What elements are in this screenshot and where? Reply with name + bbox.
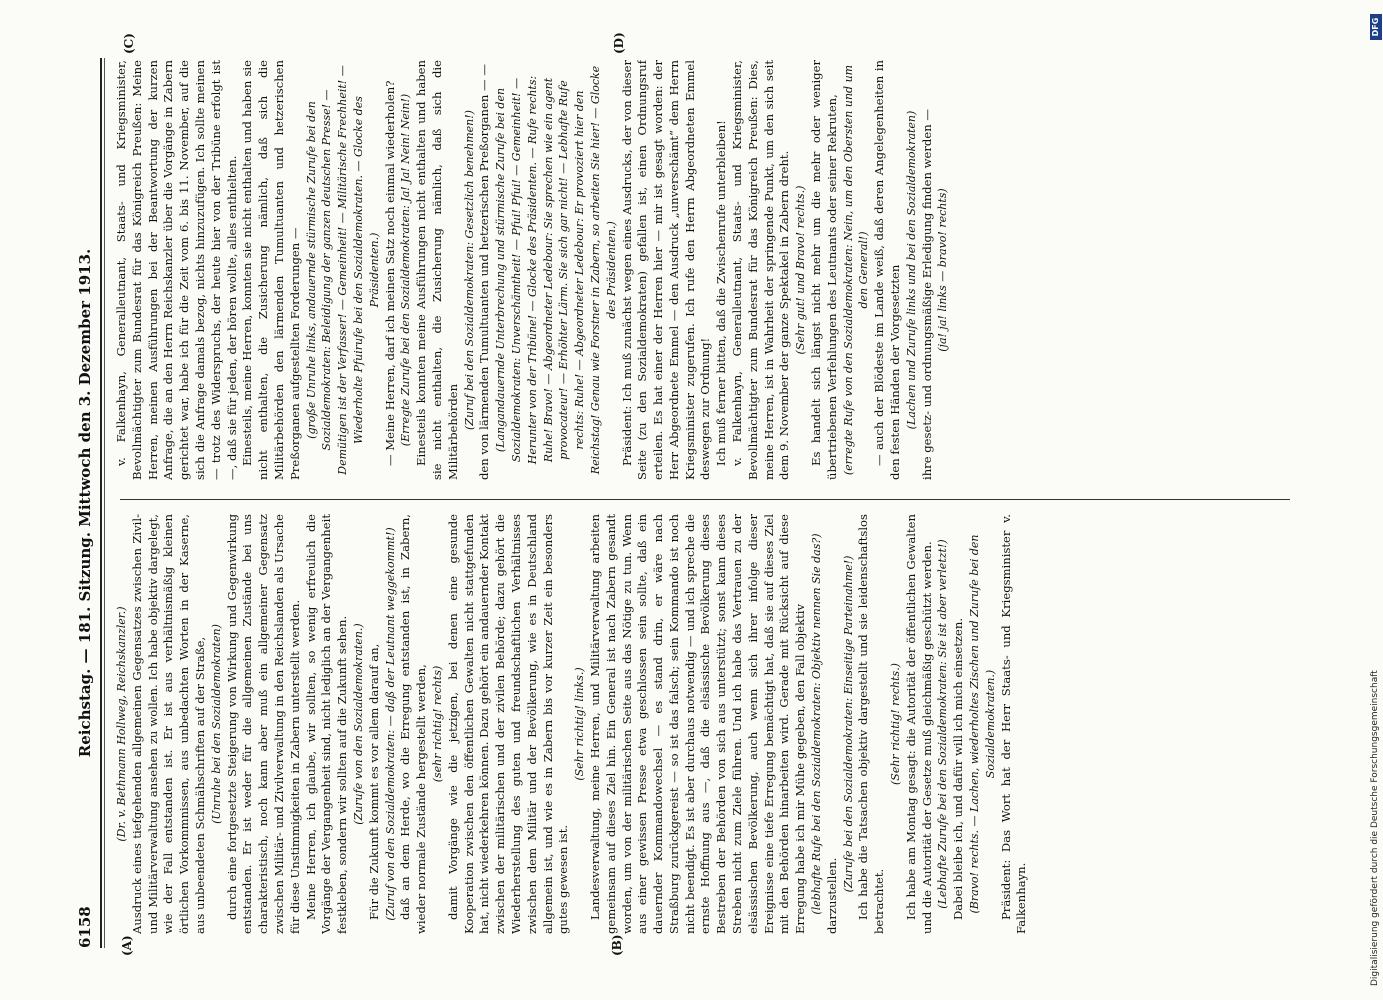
interjection: (Unruhe bei den Sozialdemokraten) <box>209 624 223 824</box>
page-title: Reichstag. — 181. Sitzung. Mittwoch den 3. Dezember 1913. <box>76 248 94 758</box>
interjection: (Erregte Zurufe bei den Sozialdemokraten: Ja! Ja! Nein! Nein!) <box>399 93 413 447</box>
paragraph: durch eine fortgesetzte Steigerung von Wirkung und Gegenwirkung entstanden. Er ist weder für die allgemeinen Zustände bei uns charakteristisch, noch kann aber muß ein allgemeiner Gegensatz zwischen Militär- und Zivilverwaltung in den Reichslanden als Ursache für diese Unstimmigkeiten in Zabern unterstellt werden. <box>224 514 302 934</box>
paragraph: Landesverwaltung, meine Herren, und Militärverwaltung arbeiten gemeinsam auf dieses Ziel hin. Ein General ist nach Zabern gesandt worden, um von der militärischen Seite aus das Nötige zu tun. Wenn aus einer gewissen Presse etwa geschlossen sein sollte, daß ein dauernder Kommandowechsel — es stand drin, er wäre nach Straßburg zurückgereist — so ist das falsch; sein Kommando ist noch nicht beendigt. Es ist aber durchaus notwendig — und ich spreche die ernste Hoffnung aus —, daß die elsässische Bevölkerung dieses Bestreben der Behörden von sich aus unterstützt; sonst kann dieses Streben nicht zum Ziele führen. Und ich habe das Vertrauen zu der elsässischen Bevölkerung, auch wenn sich ihrer infolge dieser Ereignisse eine tiefe Erregung bemächtigt hat, daß sie auf dieses Ziel mit den Behörden hinarbeiten wird. Gerade mit Rücksicht auf diese Erregung habe ich mir Mühe gegeben, den Fall objektiv <box>587 514 808 934</box>
paragraph: v. Falkenhayn, Generalleutnant, Staats- und Kriegsminister, Bevollmächtigter zum Bundesrat für das Königreich Preußen: Dies, meine Herren, ist in Wahrheit der springende Punkt, um den sich seit dem 9. November der ganze Spektakel in Zabern dreht. <box>730 60 792 480</box>
interjection: (lebhafte Rufe bei den Sozialdemokraten: Objektiv nennen Sie das?) <box>810 533 824 915</box>
interjection: (Zurufe von den Sozialdemokraten.) <box>351 623 365 825</box>
margin-mark-c: (C) <box>122 33 136 54</box>
paragraph: Präsident: Das Wort hat der Herr Staats- und Kriegsminister v. Falkenhayn. <box>998 514 1029 934</box>
interjection: (Langandauernde Unterbrechung und stürmische Zurufe bei den Sozialdemokraten: Unverschämtheit! — Pfui! Pfui! — Gemeinheit! — Herunter von der Tribüne! — Glocke des Präsidenten. — Rufe rechts: Ruhe! Bravo! — Abgeordneter Ledebour: Sie sprechen wie ein agent provocateur! — Erhöhter Lärm. Sie sich gar nicht! — Lebhafte Rufe rechts: Ruhe! — Abgeordneter Ledebour: Er provoziert hier den Reichstag! Genau wie Forstner in Zabern, so arbeiten Sie hier! — Glocke des Präsidenten.) <box>494 65 618 475</box>
interjection: (Sehr richtig! links.) <box>573 667 587 781</box>
paragraph: — Meine Herren, darf ich meinen Satz noch einmal wiederholen? <box>382 80 397 466</box>
paragraph: Ich muß ferner bitten, daß die Zwischenrufe unterbleiben! <box>714 120 729 466</box>
header-rule <box>100 58 102 948</box>
paragraph: Einesteils, meine Herren, konnten sie nicht enthalten und haben sie nicht enthalten, die Zusicherung nämlich, daß sich die Militärbehörden den lärmenden Tumultuanten und hetzerischen Preßorganen aufgestellten Forderungen — <box>240 60 302 480</box>
page-number: 6158 <box>76 906 94 948</box>
footer <box>1370 0 1383 1000</box>
right-text-column <box>114 60 1294 480</box>
paragraph: den von lärmenden Tumultuanten und hetzerischen Preßorganen — — <box>477 64 492 480</box>
paragraph: — auch der Blödeste im Lande weiß, daß deren Angelegenheiten in den festen Händen der Vorgesetzten <box>872 60 903 480</box>
paragraph: Dabei bleibe ich, und dafür will ich mich einsetzen. <box>951 617 966 920</box>
interjection: (Sehr gut! und Bravo! rechts.) <box>794 185 808 355</box>
interjection: (ja! ja! links — bravo! rechts) <box>936 188 950 352</box>
paragraph: ihre gesetz- und ordnungsmäßige Erledigung finden werden — <box>919 109 934 480</box>
interjection: (Bravo! rechts. — Lachen, wiederholtes Zischen und Zurufe bei den Sozialdemokraten.) <box>968 534 997 914</box>
interjection: (Lebhafte Zurufe bei den Sozialdemokraten: Sie ist aber verletzt!) <box>936 539 950 909</box>
page-header <box>70 58 104 948</box>
paragraph: Ich habe am Montag gesagt: die Autorität der öffentlichen Gewalten und die Autorität der Gesetze muß gleichmäßig geschützt werden. <box>903 514 934 934</box>
interjection: (sehr richtig! rechts) <box>430 665 444 783</box>
dfg-logo: DFG <box>1370 14 1382 40</box>
header-rule-thin <box>104 58 105 948</box>
interjection: (erregte Rufe von den Sozialdemokraten: Nein, um den Obersten und um den General!) <box>841 64 871 476</box>
interjection: (große Unruhe links, andauernde stürmische Zurufe bei den Sozialdemokraten: Beleidigung der ganzen deutschen Presse! — Demütigen ist der Verfasser! — Gemeinheit! — Militärische Frechheit! — Wiederholte Pfuirufe bei den Sozialdemokraten. — Glocke des Präsidenten.) <box>304 65 381 475</box>
footer-credit: Digitalisierung gefördert durch die Deutsche Forschungsgemeinschaft <box>1370 670 1380 986</box>
paragraph: Ich habe die Tatsachen objektiv dargestellt und sie leidenschaftslos betrachtet. <box>856 514 887 934</box>
paragraph: Es handelt sich längst nicht mehr um die mehr oder weniger übertriebenen Verfehlungen des Leutnants oder seiner Rekruten, <box>809 60 839 480</box>
paragraph: Präsident: Ich muß zunächst wegen eines Ausdrucks, der von dieser Seite (zu den Sozialdemokraten) gefallen ist, einen Ordnungsruf erteilen. Es hat einer der Herren hier — mir ist gesagt worden: der Herr Abgeordnete Emmel — den Ausdruck „unverschämt“ dem Herrn Kriegsminister zugerufen. Ich rufe den Herrn Abgeordneten Emmel deswegen zur Ordnung! <box>619 60 713 480</box>
left-text-column <box>114 514 1294 934</box>
paragraph: Einesteils konnten meine Ausführungen nicht enthalten und haben sie nicht enthalten, die Zusicherung nämlich, daß sich die Militärbehörden <box>414 60 460 480</box>
paragraph: daß an dem Herde, wo die Erregung entstanden ist, in Zabern, wieder normale Zustände hergestellt werden, <box>398 514 429 934</box>
interjection: (Sehr richtig! rechts.) <box>889 663 903 785</box>
interjection: (Zuruf von den Sozialdemokraten: — daß der Leutnant weggekommt!) <box>383 527 397 921</box>
paragraph: v. Falkenhayn, Generalleutnant, Staats- und Kriegsminister, Bevollmächtigter zum Bundesrat für das Königreich Preußen: Meine Herren, meinen Ausführungen bei der Beantwortung der kurzen Anfrage, die an den Herrn Reichskanzler über die Vorgänge in Zabern gerichtet war, habe ich für die Zeit vom 6. bis 11. November, auf die sich die Anfrage damals bezog, nichts hinzuzufügen. Ich sollte meinen — trotz des Widerspruchs, der heute hier von der Tribüne erfolgt ist —, daß sie für jeden, der hören wollte, alles enthielten. <box>114 60 239 480</box>
interjection: (Dr. v. Bethmann Hollweg, Reichskanzler.) <box>115 606 128 842</box>
paragraph: darzustellen. <box>824 857 839 934</box>
column-divider <box>120 499 1290 500</box>
margin-mark-b: (B) <box>610 934 624 956</box>
paragraph: damit Vorgänge wie die jetzigen, bei denen eine gesunde Kooperation zwischen den öffentlichen Gewalten nicht stattgefunden hat, nicht wiederkehren können. Dazu gehört ein andauernder Kontakt zwischen der militärischen und der zivilen Behörde; dazu gehört die Wiederherstellung des guten und freundschaftlichen Verhältnisses zwischen dem Militär und der Bevölkerung, wie es in Deutschland allgemein ist, und wie es in Zabern bis vor kurzer Zeit ein besonders gutes gewesen ist. <box>445 514 571 934</box>
paragraph: Für die Zukunft kommt es vor allem darauf an, <box>366 643 381 920</box>
interjection: (Zuruf bei den Sozialdemokraten: Gesetzlich benehmen!) <box>462 110 476 430</box>
interjection: (Lachen und Zurufe links und bei den Sozialdemokraten) <box>904 110 918 430</box>
margin-mark-a: (A) <box>120 935 134 956</box>
paragraph: Meine Herren, ich glaube, wir sollten, so wenig erfreulich die Vorgänge der Vergangenheit sind, nicht lediglich an der Vergangenheit festkleben, sondern wir sollten auf die Zukunft sehen. <box>303 514 350 934</box>
margin-mark-d: (D) <box>612 32 626 54</box>
paragraph: Ausdruck eines tiefgehenden allgemeinen Gegensatzes zwischen Zivil- und Militärverwaltung ansehen zu wollen. Ich habe objektiv dargelegt, wie der Fall entstanden ist. Er ist aus verhältnismäßig kleinen örtlichen Vorkommnissen, aus unbedachten Worten in der Kaserne, aus unbeendeten Schmähschriften auf der Straße, <box>129 514 207 934</box>
interjection: (Zurufe bei den Sozialdemokraten: Einseitige Parteinahme!) <box>841 555 855 893</box>
